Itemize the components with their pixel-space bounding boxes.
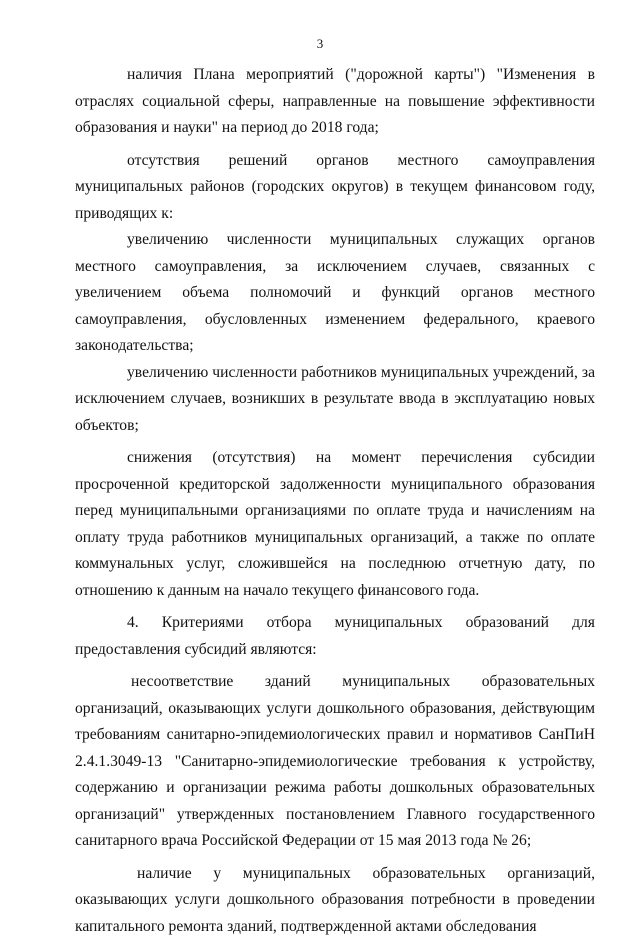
paragraph-no-decisions: отсутствия решений органов местного самоуправления муниципальных районов (городских округов) в текущем финансовом году, приводящих к:: [75, 148, 595, 228]
paragraph-debt-reduction: снижения (отсутствия) на момент перечисления субсидии просроченной кредиторской задолженности муниципального образования перед муниципальными организациями по оплате труда и начислениям на оплату труда работников муниципальных организаций, а также по оплате коммунальных услуг, сложившейся на последнюю отчетную дату, по отношению к данным на начало текущего финансового года.: [75, 445, 595, 604]
paragraph-sanitary-noncompliance: несоответствие зданий муниципальных образовательных организаций, оказывающих услуги дошкольного образования, действующим требованиям санитарно-эпидемиологических правил и нормативов СанПиН 2.4.1.3049-13 "Санитарно-эпидемиологические требования к устройству, содержанию и организации режима работы дошкольных образовательных организаций" утвержденных постановлением Главного государственного санитарного врача Российской Федерации от 15 мая 2013 года № 26;: [75, 669, 595, 855]
document-body: [75, 62, 595, 940]
paragraph-road-map-plan: наличия Плана мероприятий ("дорожной карты") "Изменения в отраслях социальной сферы, направленные на повышение эффективности образования и науки" на период до 2018 года;: [75, 62, 595, 142]
paragraph-selection-criteria: 4. Критериями отбора муниципальных образований для предоставления субсидий являются:: [75, 610, 595, 663]
paragraph-employees-increase: увеличению численности муниципальных служащих органов местного самоуправления, за исключением случаев, связанных с увеличением объема полномочий и функций органов местного самоуправления, обусловленных изменением федерального, краевого законодательства;: [75, 227, 595, 360]
page-number: 3: [0, 36, 640, 52]
paragraph-workers-increase: увеличению численности работников муниципальных учреждений, за исключением случаев, возникших в результате ввода в эксплуатацию новых объектов;: [75, 360, 595, 440]
paragraph-repair-need: наличие у муниципальных образовательных организаций, оказывающих услуги дошкольного образования потребности в проведении капитального ремонта зданий, подтвержденной актами обследования: [75, 861, 595, 940]
